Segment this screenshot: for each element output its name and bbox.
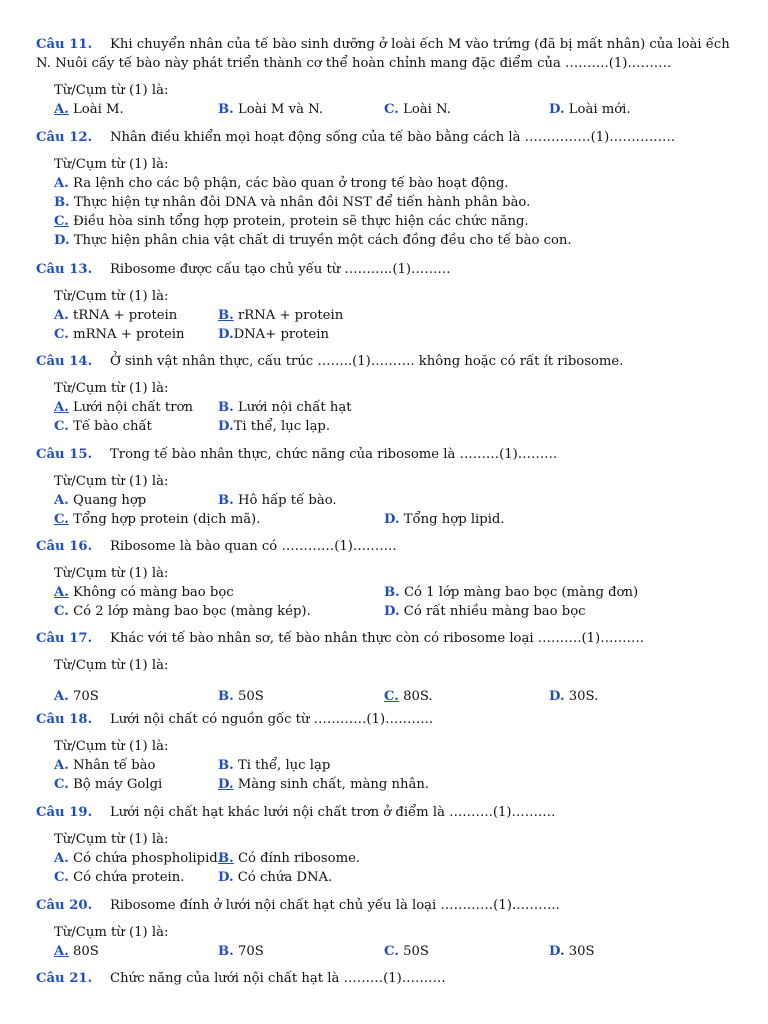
option-letter: B.	[218, 689, 234, 704]
options-row	[54, 325, 740, 344]
question-number: Câu 21.	[36, 971, 93, 986]
question-number: Câu 13.	[36, 262, 93, 277]
prompt-label: Từ/Cụm từ (1) là:	[54, 381, 169, 396]
option-letter: B.	[218, 400, 234, 415]
question-text: Ribosome là bào quan có …………(1)……….	[110, 539, 397, 554]
options-row	[54, 306, 740, 325]
options-row	[54, 687, 740, 706]
option-d[interactable]: D.DNA+ protein	[218, 327, 329, 342]
option-letter: D.	[549, 689, 565, 704]
prompt-label: Từ/Cụm từ (1) là:	[54, 474, 169, 489]
question-18	[36, 710, 740, 794]
option-b[interactable]: B. 50S	[218, 689, 264, 704]
options-row	[54, 417, 740, 436]
option-b[interactable]: B. Loài M và N.	[218, 102, 324, 117]
question-number: Câu 19.	[36, 805, 93, 820]
option-c[interactable]: C. Có chứa protein.	[54, 870, 185, 885]
question-text: Lưới nội chất hạt khác lưới nội chất trơn ở điểm là ……….(1)……….	[110, 805, 556, 820]
options-row	[54, 100, 740, 119]
option-b[interactable]: B. Lưới nội chất hạt	[218, 400, 352, 415]
option-a[interactable]: A. Lưới nội chất trơn	[54, 400, 193, 415]
option-letter: D.	[54, 233, 70, 248]
option-b[interactable]: B. Có 1 lớp màng bao bọc (màng đơn)	[384, 585, 639, 600]
options-row	[54, 756, 740, 775]
option-d[interactable]: D.Ti thể, lục lạp.	[218, 419, 331, 434]
option-letter: B.	[218, 102, 234, 117]
option-letter: D.	[549, 102, 565, 117]
prompt-label: Từ/Cụm từ (1) là:	[54, 83, 169, 98]
prompt-label: Từ/Cụm từ (1) là:	[54, 566, 169, 581]
option-c[interactable]: C. Tế bào chất	[54, 419, 152, 434]
option-d[interactable]: D. Thực hiện phân chia vật chất di truyền một cách đồng đều cho tế bào con.	[54, 233, 572, 248]
option-b[interactable]: B. Có đính ribosome.	[218, 851, 361, 866]
question-number: Câu 20.	[36, 898, 93, 913]
option-letter: C.	[54, 777, 69, 792]
option-letter: D.	[218, 327, 234, 342]
option-a[interactable]: A. Quang hợp	[54, 493, 147, 508]
option-letter: C.	[384, 689, 399, 704]
option-c[interactable]: C. 50S	[384, 944, 429, 959]
option-letter: C.	[54, 604, 69, 619]
question-19	[36, 803, 740, 887]
options-row	[54, 868, 740, 887]
option-b[interactable]: B. Ti thể, lục lạp	[218, 758, 331, 773]
options-row	[54, 398, 740, 417]
question-text: Khác với tế bào nhân sơ, tế bào nhân thực còn có ribosome loại ……….(1)……….	[110, 631, 644, 646]
option-a[interactable]: A. 70S	[54, 689, 99, 704]
option-b[interactable]: B. 70S	[218, 944, 264, 959]
option-letter: A.	[54, 176, 69, 191]
option-a[interactable]: A. Nhân tế bào	[54, 758, 156, 773]
option-letter: A.	[54, 758, 69, 773]
option-c[interactable]: C. 80S.	[384, 689, 433, 704]
question-number: Câu 11.	[36, 37, 93, 52]
option-letter: B.	[218, 944, 234, 959]
option-c[interactable]: C. Loài N.	[384, 102, 451, 117]
question-17	[36, 629, 740, 706]
option-letter: C.	[384, 944, 399, 959]
option-letter: C.	[54, 870, 69, 885]
option-b[interactable]: B. rRNA + protein	[218, 308, 344, 323]
question-text: Nhân điều khiển mọi hoạt động sống của tế bào bằng cách là ……………(1)……………	[110, 130, 676, 145]
question-number: Câu 15.	[36, 447, 93, 462]
options-row	[54, 491, 740, 510]
option-letter: A.	[54, 400, 69, 415]
option-a[interactable]: A. 80S	[54, 944, 99, 959]
question-number: Câu 16.	[36, 539, 93, 554]
option-letter: A.	[54, 493, 69, 508]
option-b[interactable]: B. Hô hấp tế bào.	[218, 493, 337, 508]
question-14	[36, 352, 740, 436]
options-row	[54, 602, 740, 621]
option-b[interactable]: B. Thực hiện tự nhân đôi DNA và nhân đôi NST để tiến hành phân bào.	[54, 195, 531, 210]
option-a[interactable]: A. Có chứa phospholipid.	[54, 851, 222, 866]
option-c[interactable]: C. mRNA + protein	[54, 327, 185, 342]
question-21	[36, 969, 740, 988]
option-c[interactable]: C. Tổng hợp protein (dịch mã).	[54, 512, 261, 527]
option-letter: B.	[218, 758, 234, 773]
option-letter: A.	[54, 944, 69, 959]
question-text: Ribosome được cấu tạo chủ yếu từ ………..(1)………	[110, 262, 451, 277]
option-d[interactable]: D. Màng sinh chất, màng nhân.	[218, 777, 430, 792]
option-letter: A.	[54, 585, 69, 600]
option-c[interactable]: C. Điều hòa sinh tổng hợp protein, protein sẽ thực hiện các chức năng.	[54, 214, 529, 229]
options-row	[54, 942, 740, 961]
option-letter: D.	[218, 870, 234, 885]
option-letter: A.	[54, 308, 69, 323]
option-letter: D.	[218, 419, 234, 434]
options-row	[54, 583, 740, 602]
question-text: Trong tế bào nhân thực, chức năng của ribosome là ………(1)………	[110, 447, 558, 462]
option-letter: A.	[54, 689, 69, 704]
question-number: Câu 17.	[36, 631, 93, 646]
option-letter: C.	[54, 512, 69, 527]
option-letter: B.	[384, 585, 400, 600]
question-number: Câu 14.	[36, 354, 93, 369]
option-d[interactable]: D. Tổng hợp lipid.	[384, 512, 505, 527]
option-c[interactable]: C. Có 2 lớp màng bao bọc (màng kép).	[54, 604, 311, 619]
option-d[interactable]: D. Có rất nhiều màng bao bọc	[384, 604, 586, 619]
prompt-label: Từ/Cụm từ (1) là:	[54, 289, 169, 304]
question-16	[36, 537, 740, 621]
option-letter: C.	[54, 327, 69, 342]
option-a[interactable]: A. tRNA + protein	[54, 308, 178, 323]
question-text: Chức năng của lưới nội chất hạt là ………(1)……….	[110, 971, 446, 986]
prompt-label: Từ/Cụm từ (1) là:	[54, 832, 169, 847]
option-letter: A.	[54, 851, 69, 866]
question-13	[36, 260, 740, 344]
option-letter: C.	[54, 419, 69, 434]
question-15	[36, 445, 740, 529]
question-number: Câu 18.	[36, 712, 93, 727]
option-letter: C.	[384, 102, 399, 117]
option-letter: D.	[384, 512, 400, 527]
question-text: Ở sinh vật nhân thực, cấu trúc ……..(1)………. không hoặc có rất ít ribosome.	[110, 354, 624, 369]
option-letter: B.	[218, 308, 234, 323]
prompt-label: Từ/Cụm từ (1) là:	[54, 658, 169, 673]
option-c[interactable]: C. Bộ máy Golgi	[54, 777, 163, 792]
option-letter: B.	[54, 195, 70, 210]
options-row	[54, 510, 740, 529]
prompt-label: Từ/Cụm từ (1) là:	[54, 157, 169, 172]
option-d[interactable]: D. Có chứa DNA.	[218, 870, 333, 885]
option-d[interactable]: D. 30S	[549, 944, 595, 959]
option-letter: D.	[218, 777, 234, 792]
option-letter: D.	[384, 604, 400, 619]
option-a[interactable]: A. Không có màng bao bọc	[54, 585, 234, 600]
option-letter: D.	[549, 944, 565, 959]
option-letter: A.	[54, 102, 69, 117]
question-20	[36, 896, 740, 961]
prompt-label: Từ/Cụm từ (1) là:	[54, 925, 169, 940]
option-letter: B.	[218, 493, 234, 508]
question-11	[36, 35, 740, 119]
prompt-label: Từ/Cụm từ (1) là:	[54, 739, 169, 754]
question-12	[36, 128, 740, 250]
option-d[interactable]: D. Loài mới.	[549, 102, 631, 117]
option-a[interactable]: A. Loài M.	[54, 102, 124, 117]
question-text: Khi chuyển nhân của tế bào sinh dưỡng ở loài ếch M vào trứng (đã bị mất nhân) của loài ếch N. Nuôi cấy tế bào này phát triển thành cơ thể hoàn chỉnh mang đặc điểm của ……….(1)……….	[36, 37, 730, 71]
question-number: Câu 12.	[36, 130, 93, 145]
question-text: Ribosome đính ở lưới nội chất hạt chủ yếu là loại …………(1)………..	[110, 898, 560, 913]
option-letter: B.	[218, 851, 234, 866]
option-a[interactable]: A. Ra lệnh cho các bộ phận, các bào quan ở trong tế bào hoạt động.	[54, 176, 509, 191]
options-row	[54, 849, 740, 868]
option-d[interactable]: D. 30S.	[549, 689, 599, 704]
options-row	[54, 775, 740, 794]
option-letter: C.	[54, 214, 69, 229]
question-text: Lưới nội chất có nguồn gốc từ …………(1)………..	[110, 712, 434, 727]
